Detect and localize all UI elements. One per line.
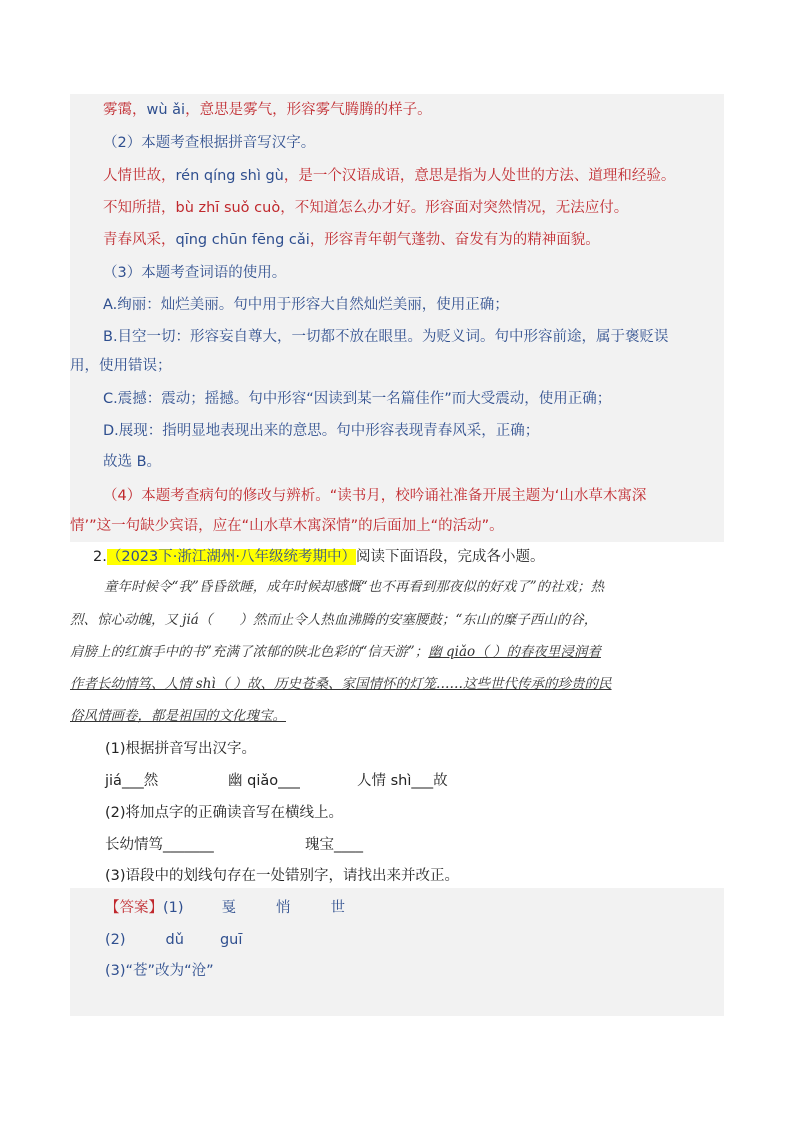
question-source-badge: （2023下·浙江湖州·八年级统考期中） bbox=[106, 549, 356, 565]
subquestion-2-a: 长幼情笃_______ bbox=[105, 837, 214, 853]
answer-line-sub2: （2）本题考查根据拼音写汉字。 bbox=[103, 135, 316, 151]
answer-line-option-a: A.绚丽：灿烂美丽。句中用于形容大自然灿烂美丽，使用正确； bbox=[103, 297, 509, 313]
answer-line-qingchun: 青春风采，qīng chūn fēng cǎi，形容青年朝气蓬勃、奋发有为的精神面貌。 bbox=[103, 232, 600, 248]
answer-line-option-d: D.展现：指明显地表现出来的意思。句中形容表现青春风采，正确； bbox=[103, 423, 540, 439]
passage-line-1: 童年时候令“我”昏昏欲睡，成年时候却感慨“也不再看到那夜似的好戏了”的社戏；热 bbox=[104, 579, 605, 595]
answer-line-sub4-cont: 情’”这一句缺少宾语，应在“山水草木寓深情”的后面加上“的活动”。 bbox=[70, 518, 504, 534]
passage-line-5: 俗风情画卷，都是祖国的文化瑰宝。 bbox=[70, 708, 286, 724]
answer-line-wuai: 雾霭，wù ǎi，意思是雾气，形容雾气腾腾的样子。 bbox=[103, 102, 432, 118]
answer-background bbox=[70, 94, 724, 542]
passage-line-4: 作者长幼情笃、人情 shì（ ）故、历史苍桑、家国情怀的灯笼……这些世代传承的珍贵的民 bbox=[70, 676, 612, 692]
answer-line-option-b-cont: 用，使用错误； bbox=[70, 358, 172, 374]
answer-2-line-3: (3)“苍”改为“沧” bbox=[105, 963, 214, 979]
answer-line-buzhi: 不知所措，bù zhī suǒ cuò，不知道怎么办才好。形容面对突然情况，无法应付。 bbox=[103, 200, 629, 216]
subquestion-1: (1)根据拼音写出汉字。 bbox=[105, 741, 257, 757]
answer-label: 【答案】 bbox=[105, 900, 163, 916]
subquestion-2-b: 瑰宝____ bbox=[305, 837, 363, 853]
answer-line-option-c: C.震撼：震动；摇撼。句中形容“因读到某一名篇佳作”而大受震动，使用正确； bbox=[103, 391, 612, 407]
question-2-header: 2.（2023下·浙江湖州·八年级统考期中）阅读下面语段，完成各小题。 bbox=[93, 549, 545, 565]
answer-2-line-1: 【答案】(1) 戛 悄 世 bbox=[105, 900, 346, 916]
passage-line-3: 肩膀上的红旗手中的书”充满了浓郁的陕北色彩的“信天游”；幽 qiǎo（ ）的春夜里浸润着 bbox=[70, 644, 601, 660]
answer-line-sub3: （3）本题考查词语的使用。 bbox=[103, 265, 287, 281]
answer-line-renqing: 人情世故，rén qíng shì gù，是一个汉语成语，意思是指为人处世的方法、道理和经验。 bbox=[103, 168, 676, 184]
subquestion-3: (3)语段中的划线句存在一处错别字，请找出来并改正。 bbox=[105, 868, 460, 884]
subquestion-1-a: jiá___然 bbox=[105, 773, 159, 789]
passage-line-2: 烈、惊心动魄，又 jiá（ ）然而止令人热血沸腾的安塞腰鼓；“东山的糜子西山的谷， bbox=[70, 612, 598, 628]
answer-2-line-2: (2) dǔ guī bbox=[105, 932, 243, 948]
answer-line-choice: 故选 B。 bbox=[103, 454, 162, 470]
subquestion-1-b: 幽 qiǎo___ bbox=[228, 773, 300, 789]
answer-line-sub4: （4）本题考查病句的修改与辨析。“读书月，校吟诵社准备开展主题为‘山水草木寓深 bbox=[103, 488, 647, 504]
subquestion-1-c: 人情 shì___故 bbox=[357, 773, 448, 789]
subquestion-2: (2)将加点字的正确读音写在横线上。 bbox=[105, 805, 344, 821]
answer-line-option-b: B.目空一切：形容妄自尊大，一切都不放在眼里。为贬义词。句中形容前途，属于褒贬误 bbox=[103, 329, 669, 345]
